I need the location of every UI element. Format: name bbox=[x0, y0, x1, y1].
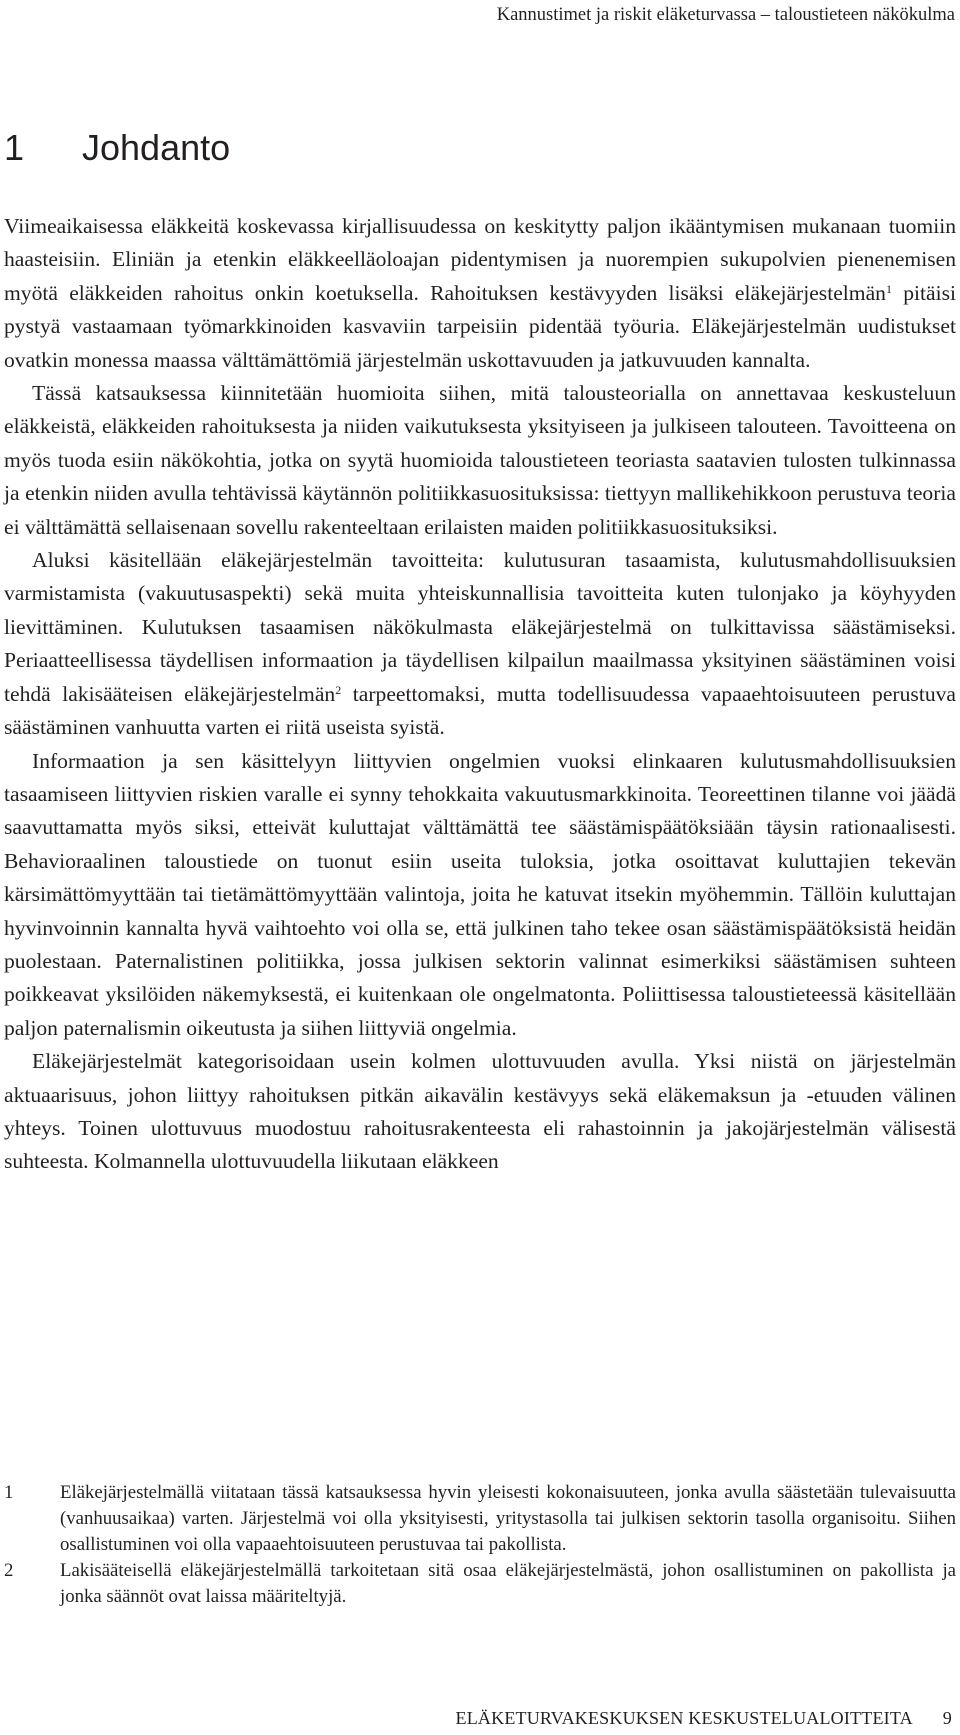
running-header: Kannustimet ja riskit eläketurvassa – taloustieteen näkökulma bbox=[496, 5, 955, 25]
running-footer bbox=[456, 1708, 952, 1729]
paragraph-3-text-a: Aluksi käsitellään eläkejärjestelmän tavoitteita: kulutusuran tasaamista, kulutusmahdollisuuksien varmistamista (vakuutusaspekti) sekä muita yhteiskunnallisia tavoitteita kuten tulonjako ja köyhyyden lievittäminen. Kulutuksen tasaamisen näkökulmasta eläkejärjestelmä on tulkittavissa säästämiseksi. Periaatteellisessa täydellisen informaation ja täydellisen kilpailun maailmassa yksityinen säästäminen voisi tehdä lakisääteisen eläkejärjestelmän bbox=[4, 548, 956, 706]
footnote-1-text: Eläkejärjestelmällä viitataan tässä katsauksessa hyvin yleisesti kokonaisuuteen, jonka avulla säästetään tulevaisuutta (vanhuusaikaa) varten. Järjestelmä voi olla yksityisesti, yritystasolla tai julkisen sektorin tasolla organisoitu. Siihen osallistuminen voi olla vapaaehtoisuuteen perustuvaa tai pakollista. bbox=[60, 1482, 956, 1555]
section-heading bbox=[4, 126, 230, 170]
paragraph-3 bbox=[4, 544, 956, 744]
footnote-ref-2[interactable]: 2 bbox=[335, 682, 342, 697]
footnote-2 bbox=[4, 1558, 956, 1610]
footnote-2-number: 2 bbox=[4, 1560, 14, 1581]
footnote-1-number: 1 bbox=[4, 1482, 14, 1503]
page-number: 9 bbox=[942, 1708, 952, 1728]
section-title: Johdanto bbox=[82, 127, 231, 168]
footnote-2-text: Lakisääteisellä eläkejärjestelmällä tarkoitetaan sitä osaa eläkejärjestelmästä, johon osallistuminen on pakollista ja jonka säännöt ovat laissa määriteltyjä. bbox=[60, 1560, 956, 1607]
body-text bbox=[4, 210, 956, 1179]
footer-series-title: ELÄKETURVAKESKUKSEN KESKUSTELUALOITTEITA bbox=[455, 1708, 913, 1728]
paragraph-5: Eläkejärjestelmät kategorisoidaan usein kolmen ulottuvuuden avulla. Yksi niistä on järjestelmän aktuaarisuus, johon liittyy rahoituksen pitkän aikavälin kestävyys sekä eläkemaksun ja -etuuden välinen yhteys. Toinen ulottuvuus muodostuu rahoitusrakenteesta eli rahastoinnin ja jakojärjestelmän välisestä suhteesta. Kolmannella ulottuvuudella liikutaan eläkkeen bbox=[4, 1049, 956, 1174]
paragraph-3-text-b: tarpeettomaksi, mutta todellisuudessa vapaaehtoisuuteen perustuva säästäminen vanhuutta varten ei riitä useista syistä. bbox=[4, 681, 956, 740]
footnote-1 bbox=[4, 1480, 956, 1558]
paragraph-4: Informaation ja sen käsittelyyn liittyvien ongelmien vuoksi elinkaaren kulutusmahdollisuuksien tasaamiseen liittyvien riskien varalle ei synny tehokkaita vakuutusmarkkinoita. Teoreettinen tilanne voi jäädä saavuttamatta myös siksi, etteivät kuluttajat välttämättä tee säästämispäätöksiään täysin rationaalisesti. Behavioraalinen taloustiede on tuonut esiin useita tuloksia, jotka osoittavat kuluttajien tekevän kärsimättömyyttään tai tietämättömyyttään valintoja, joita he katuvat itsekin myöhemmin. Tällöin kuluttajan hyvinvoinnin kannalta hyvä vaihtoehto voi olla se, että julkinen taho tekee osan säästämispäätöksistä heidän puolestaan. Paternalistinen politiikka, jossa julkisen sektorin valinnat esimerkiksi säästämisen suhteen poikkeavat yksilöiden näkemyksestä, ei kuitenkaan ole ongelmatonta. Poliittisessa taloustieteessä käsitellään paljon paternalismin oikeutusta ja siihen liittyviä ongelmia. bbox=[4, 748, 956, 1040]
paragraph-2: Tässä katsauksessa kiinnitetään huomioita siihen, mitä talousteorialla on annettavaa keskusteluun eläkkeistä, eläkkeiden rahoituksesta ja niiden vaikutuksesta yksityiseen ja julkiseen talouteen. Tavoitteena on myös tuoda esiin näkökohtia, jotka on syytä huomioida taloustieteen teoriasta saatavien tulosten tulkinnassa ja etenkin niiden avulla tehtävissä käytännön politiikkasuosituksissa: tiettyyn mallikehikkoon perustuva teoria ei välttämättä sellaisenaan sovellu rakenteeltaan erilaisten maiden politiikkasuosituksiksi. bbox=[4, 381, 956, 539]
paragraph-1 bbox=[4, 210, 956, 377]
paragraph-1-text-b: pitäisi pystyä vastaamaan työmarkkinoiden kasvaviin tarpeisiin pidentää työuria. Eläkejärjestelmän uudistukset ovatkin monessa maassa välttämättömiä järjestelmän uskottavuuden ja jatkuvuuden kannalta. bbox=[4, 280, 956, 372]
footnotes bbox=[4, 1480, 956, 1610]
section-number: 1 bbox=[4, 127, 25, 168]
paragraph-1-text-a: Viimeaikaisessa eläkkeitä koskevassa kirjallisuudessa on keskitytty paljon ikääntymisen mukanaan tuomiin haasteisiin. Eliniän ja etenkin eläkkeelläoloajan pidentymisen ja nuorempien sukupolvien pienenemisen myötä eläkkeiden rahoitus onkin koetuksella. Rahoituksen kestävyyden lisäksi eläkejärjestelmän bbox=[4, 214, 956, 305]
footnote-ref-1[interactable]: 1 bbox=[885, 281, 892, 296]
